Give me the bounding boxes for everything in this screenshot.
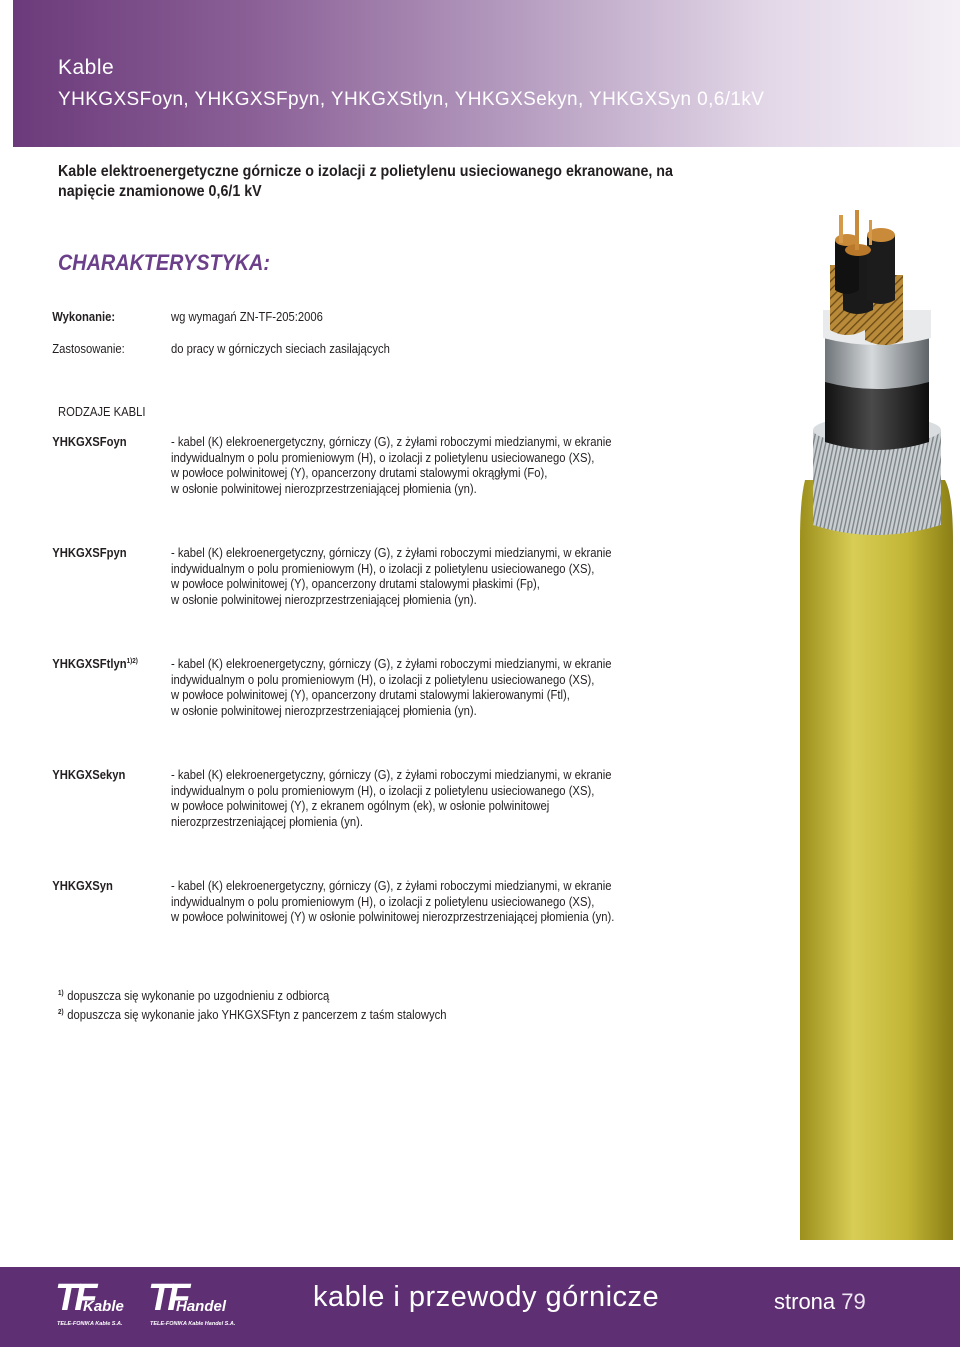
type-description bbox=[171, 546, 612, 608]
type-line: - kabel (K) elekroenergetyczny, górniczy (G), z żyłami roboczymi miedzianymi, w ekranie bbox=[171, 546, 612, 560]
logo-word: Kable bbox=[83, 1298, 124, 1315]
type-line: indywidualnym o polu promieniowym (H), o izolacji z polietylenu usieciowanego (XS), bbox=[171, 672, 595, 687]
type-line: w powłoce polwinitowej (Y), opancerzony drutami stalowymi płaskimi (Fp), bbox=[171, 577, 540, 592]
footnote-mark: 1) bbox=[58, 990, 64, 997]
footer-band bbox=[0, 1267, 960, 1347]
footnote-text: dopuszcza się wykonanie jako YHKGXSFtyn z pancerzem z taśm stalowych bbox=[67, 1007, 447, 1022]
type-line: indywidualnym o polu promieniowym (H), o izolacji z polietylenu usieciowanego (XS), bbox=[171, 894, 595, 909]
type-line: - kabel (K) elekroenergetyczny, górniczy (G), z żyłami roboczymi miedzianymi, w ekranie bbox=[171, 657, 612, 671]
page-number: 79 bbox=[841, 1289, 866, 1314]
intro-text bbox=[58, 162, 711, 202]
footer-title: kable i przewody górnicze bbox=[313, 1281, 660, 1313]
type-line: indywidualnym o polu promieniowym (H), o izolacji z polietylenu usieciowanego (XS), bbox=[171, 783, 595, 798]
type-line: w powłoce polwinitowej (Y), z ekranem ogólnym (ek), w osłonie polwinitowej bbox=[171, 799, 550, 814]
type-description bbox=[171, 768, 612, 830]
footnote-2 bbox=[58, 1005, 447, 1024]
type-name: YHKGXSFoyn bbox=[52, 435, 127, 449]
type-description bbox=[171, 657, 612, 719]
logo-mark: TF bbox=[55, 1277, 94, 1319]
header-band bbox=[13, 0, 960, 147]
logo-subtext: TELE-FONIKA Kable Handel S.A. bbox=[150, 1321, 236, 1327]
characteristics-heading: CHARAKTERYSTYKA: bbox=[58, 250, 270, 275]
cable-cross-section-illustration bbox=[795, 180, 960, 1240]
footnotes bbox=[58, 986, 447, 1024]
footnote-text: dopuszcza się wykonanie po uzgodnieniu z odbiorcą bbox=[67, 989, 330, 1004]
logo-subtext: TELE-FONIKA Kable S.A. bbox=[57, 1321, 123, 1327]
type-line: w osłonie polwinitowej nierozprzestrzeniającej płomienia (yn). bbox=[171, 481, 477, 496]
type-line: - kabel (K) elekroenergetyczny, górniczy (G), z żyłami roboczymi miedzianymi, w ekranie bbox=[171, 768, 612, 782]
execution-label: Wykonanie: bbox=[52, 310, 116, 324]
intro-line-1: Kable elektroenergetyczne górnicze o izolacji z polietylenu usieciowanego ekranowane, na bbox=[58, 163, 673, 180]
footnote-mark: 2) bbox=[58, 1008, 64, 1016]
type-name: YHKGXSFpyn bbox=[52, 546, 127, 560]
type-line: - kabel (K) elekroenergetyczny, górniczy (G), z żyłami roboczymi miedzianymi, w ekranie bbox=[171, 435, 612, 449]
type-description bbox=[171, 435, 612, 497]
intro-line-2: napięcie znamionowe 0,6/1 kV bbox=[58, 183, 262, 200]
type-name-text: YHKGXSFtlyn bbox=[52, 657, 127, 671]
type-line: indywidualnym o polu promieniowym (H), o izolacji z polietylenu usieciowanego (XS), bbox=[171, 561, 595, 576]
type-line: w osłonie polwinitowej nierozprzestrzeniającej płomienia (yn). bbox=[171, 592, 477, 607]
type-line: - kabel (K) elekroenergetyczny, górniczy (G), z żyłami roboczymi miedzianymi, w ekranie bbox=[171, 879, 612, 893]
application-label: Zastosowanie: bbox=[52, 342, 125, 356]
type-description bbox=[171, 879, 614, 926]
execution-value: wg wymagań ZN-TF-205:2006 bbox=[171, 310, 323, 324]
types-heading: RODZAJE KABLI bbox=[58, 405, 146, 419]
type-name bbox=[52, 657, 138, 671]
type-name: YHKGXSyn bbox=[52, 879, 113, 893]
header-title: Kable bbox=[58, 56, 115, 79]
type-line: nierozprzestrzeniającej płomienia (yn). bbox=[171, 814, 363, 829]
logo-mark: TF bbox=[148, 1277, 187, 1319]
type-name-footnote-mark: 1)2) bbox=[126, 657, 138, 665]
type-line: w osłonie polwinitowej nierozprzestrzeniającej płomienia (yn). bbox=[171, 703, 477, 718]
tf-handel-logo bbox=[148, 1277, 240, 1333]
type-name: YHKGXSekyn bbox=[52, 768, 126, 782]
tf-kable-logo bbox=[55, 1277, 137, 1333]
type-line: w powłoce polwinitowej (Y), opancerzony drutami stalowymi okrągłymi (Fo), bbox=[171, 466, 548, 481]
footnote-1 bbox=[58, 986, 447, 1005]
logo-word: Handel bbox=[176, 1298, 227, 1315]
page-word: strona bbox=[774, 1289, 836, 1314]
header-subtitle: YHKGXSFoyn, YHKGXSFpyn, YHKGXStlyn, YHKGXSekyn, YHKGXSyn 0,6/1kV bbox=[58, 89, 765, 110]
type-line: w powłoce polwinitowej (Y) w osłonie polwinitowej nierozprzestrzeniającej płomienia (yn). bbox=[171, 910, 615, 925]
type-line: w powłoce polwinitowej (Y), opancerzony drutami stalowymi lakierowanymi (Ftl), bbox=[171, 688, 570, 703]
type-line: indywidualnym o polu promieniowym (H), o izolacji z polietylenu usieciowanego (XS), bbox=[171, 450, 595, 465]
page-indicator bbox=[774, 1289, 866, 1315]
application-value: do pracy w górniczych sieciach zasilających bbox=[171, 342, 390, 356]
